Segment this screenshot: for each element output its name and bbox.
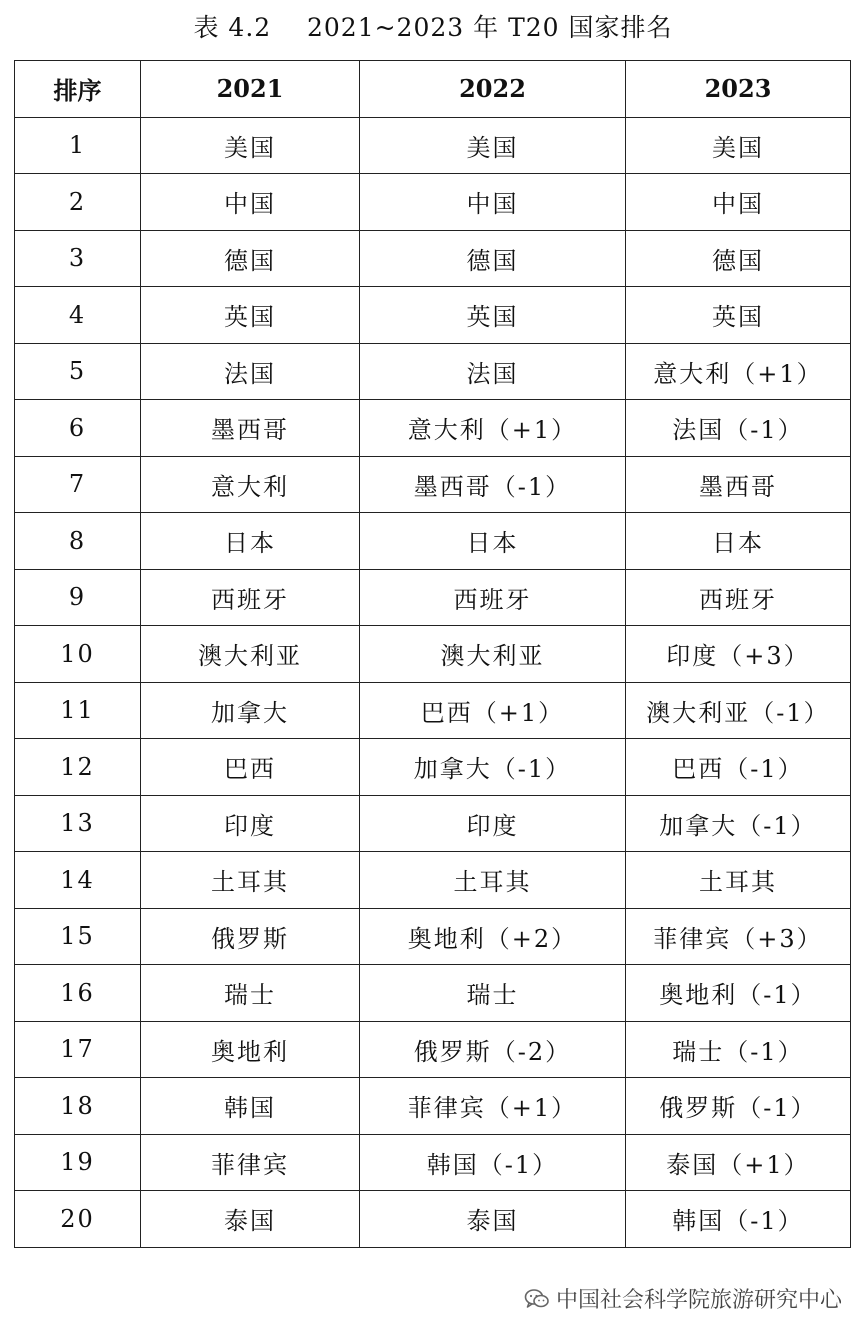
rank-2021-cell: 澳大利亚 bbox=[141, 626, 360, 683]
rank-2021-cell: 美国 bbox=[141, 117, 360, 174]
rank-cell: 8 bbox=[15, 513, 141, 570]
rank-2021-cell: 加拿大 bbox=[141, 682, 360, 739]
rank-2023-cell: 意大利（+1） bbox=[626, 343, 851, 400]
table-body bbox=[15, 117, 851, 1247]
rank-cell: 20 bbox=[15, 1191, 141, 1248]
table-row bbox=[15, 626, 851, 683]
rank-2022-cell: 加拿大（-1） bbox=[360, 739, 626, 796]
rank-2023-cell: 墨西哥 bbox=[626, 456, 851, 513]
rank-cell: 11 bbox=[15, 682, 141, 739]
rank-2023-cell: 俄罗斯（-1） bbox=[626, 1078, 851, 1135]
rank-cell: 10 bbox=[15, 626, 141, 683]
rank-2021-cell: 巴西 bbox=[141, 739, 360, 796]
table-row bbox=[15, 513, 851, 570]
rank-2021-cell: 法国 bbox=[141, 343, 360, 400]
rank-2023-cell: 瑞士（-1） bbox=[626, 1021, 851, 1078]
rank-2022-cell: 西班牙 bbox=[360, 569, 626, 626]
rank-2023-cell: 奥地利（-1） bbox=[626, 965, 851, 1022]
rank-2022-cell: 印度 bbox=[360, 795, 626, 852]
rank-2022-cell: 德国 bbox=[360, 230, 626, 287]
table-row bbox=[15, 456, 851, 513]
rank-cell: 3 bbox=[15, 230, 141, 287]
rank-2023-cell: 日本 bbox=[626, 513, 851, 570]
table-header-row bbox=[15, 61, 851, 118]
watermark-text: 中国社会科学院旅游研究中心 bbox=[555, 1288, 842, 1313]
table-row bbox=[15, 1134, 851, 1191]
wechat-icon bbox=[524, 1288, 550, 1310]
rank-2022-cell: 澳大利亚 bbox=[360, 626, 626, 683]
header-2021: 2021 bbox=[141, 61, 360, 118]
table-row bbox=[15, 965, 851, 1022]
header-2023: 2023 bbox=[626, 61, 851, 118]
rank-2021-cell: 意大利 bbox=[141, 456, 360, 513]
rank-2021-cell: 印度 bbox=[141, 795, 360, 852]
ranking-table bbox=[14, 60, 851, 1248]
rank-2022-cell: 法国 bbox=[360, 343, 626, 400]
rank-2021-cell: 西班牙 bbox=[141, 569, 360, 626]
rank-2023-cell: 德国 bbox=[626, 230, 851, 287]
rank-2021-cell: 英国 bbox=[141, 287, 360, 344]
table-row bbox=[15, 908, 851, 965]
rank-cell: 4 bbox=[15, 287, 141, 344]
rank-2023-cell: 韩国（-1） bbox=[626, 1191, 851, 1248]
rank-2021-cell: 中国 bbox=[141, 174, 360, 231]
rank-2022-cell: 俄罗斯（-2） bbox=[360, 1021, 626, 1078]
table-row bbox=[15, 287, 851, 344]
rank-cell: 1 bbox=[15, 117, 141, 174]
rank-2023-cell: 法国（-1） bbox=[626, 400, 851, 457]
header-2022: 2022 bbox=[360, 61, 626, 118]
table-row bbox=[15, 1078, 851, 1135]
table-row bbox=[15, 852, 851, 909]
table-row bbox=[15, 569, 851, 626]
rank-2022-cell: 泰国 bbox=[360, 1191, 626, 1248]
rank-2022-cell: 墨西哥（-1） bbox=[360, 456, 626, 513]
rank-2023-cell: 英国 bbox=[626, 287, 851, 344]
rank-2021-cell: 墨西哥 bbox=[141, 400, 360, 457]
table-row bbox=[15, 174, 851, 231]
rank-2021-cell: 泰国 bbox=[141, 1191, 360, 1248]
rank-2023-cell: 澳大利亚（-1） bbox=[626, 682, 851, 739]
rank-2022-cell: 日本 bbox=[360, 513, 626, 570]
rank-2023-cell: 菲律宾（+3） bbox=[626, 908, 851, 965]
header-rank: 排序 bbox=[15, 61, 141, 118]
rank-cell: 19 bbox=[15, 1134, 141, 1191]
rank-2023-cell: 巴西（-1） bbox=[626, 739, 851, 796]
rank-2023-cell: 加拿大（-1） bbox=[626, 795, 851, 852]
rank-cell: 18 bbox=[15, 1078, 141, 1135]
rank-2022-cell: 巴西（+1） bbox=[360, 682, 626, 739]
rank-cell: 16 bbox=[15, 965, 141, 1022]
rank-2022-cell: 奥地利（+2） bbox=[360, 908, 626, 965]
watermark bbox=[524, 1283, 842, 1314]
rank-2021-cell: 俄罗斯 bbox=[141, 908, 360, 965]
table-row bbox=[15, 400, 851, 457]
rank-cell: 5 bbox=[15, 343, 141, 400]
rank-2021-cell: 日本 bbox=[141, 513, 360, 570]
table-row bbox=[15, 230, 851, 287]
rank-2022-cell: 土耳其 bbox=[360, 852, 626, 909]
rank-2021-cell: 瑞士 bbox=[141, 965, 360, 1022]
rank-cell: 14 bbox=[15, 852, 141, 909]
rank-2022-cell: 菲律宾（+1） bbox=[360, 1078, 626, 1135]
table-row bbox=[15, 795, 851, 852]
table-row bbox=[15, 117, 851, 174]
table-row bbox=[15, 739, 851, 796]
rank-cell: 15 bbox=[15, 908, 141, 965]
rank-2021-cell: 德国 bbox=[141, 230, 360, 287]
rank-cell: 6 bbox=[15, 400, 141, 457]
table-row bbox=[15, 682, 851, 739]
rank-2021-cell: 奥地利 bbox=[141, 1021, 360, 1078]
rank-2022-cell: 英国 bbox=[360, 287, 626, 344]
table-row bbox=[15, 1191, 851, 1248]
rank-2022-cell: 中国 bbox=[360, 174, 626, 231]
rank-cell: 13 bbox=[15, 795, 141, 852]
rank-cell: 12 bbox=[15, 739, 141, 796]
rank-2022-cell: 瑞士 bbox=[360, 965, 626, 1022]
rank-2021-cell: 菲律宾 bbox=[141, 1134, 360, 1191]
rank-2021-cell: 韩国 bbox=[141, 1078, 360, 1135]
rank-cell: 17 bbox=[15, 1021, 141, 1078]
rank-2023-cell: 中国 bbox=[626, 174, 851, 231]
table-row bbox=[15, 1021, 851, 1078]
rank-2023-cell: 泰国（+1） bbox=[626, 1134, 851, 1191]
rank-cell: 2 bbox=[15, 174, 141, 231]
rank-cell: 9 bbox=[15, 569, 141, 626]
rank-2022-cell: 意大利（+1） bbox=[360, 400, 626, 457]
rank-2023-cell: 西班牙 bbox=[626, 569, 851, 626]
rank-2023-cell: 印度（+3） bbox=[626, 626, 851, 683]
rank-2023-cell: 土耳其 bbox=[626, 852, 851, 909]
rank-2022-cell: 美国 bbox=[360, 117, 626, 174]
rank-2023-cell: 美国 bbox=[626, 117, 851, 174]
table-row bbox=[15, 343, 851, 400]
table-caption: 表 4.2 2021~2023 年 T20 国家排名 bbox=[193, 13, 673, 42]
rank-cell: 7 bbox=[15, 456, 141, 513]
rank-2022-cell: 韩国（-1） bbox=[360, 1134, 626, 1191]
rank-2021-cell: 土耳其 bbox=[141, 852, 360, 909]
